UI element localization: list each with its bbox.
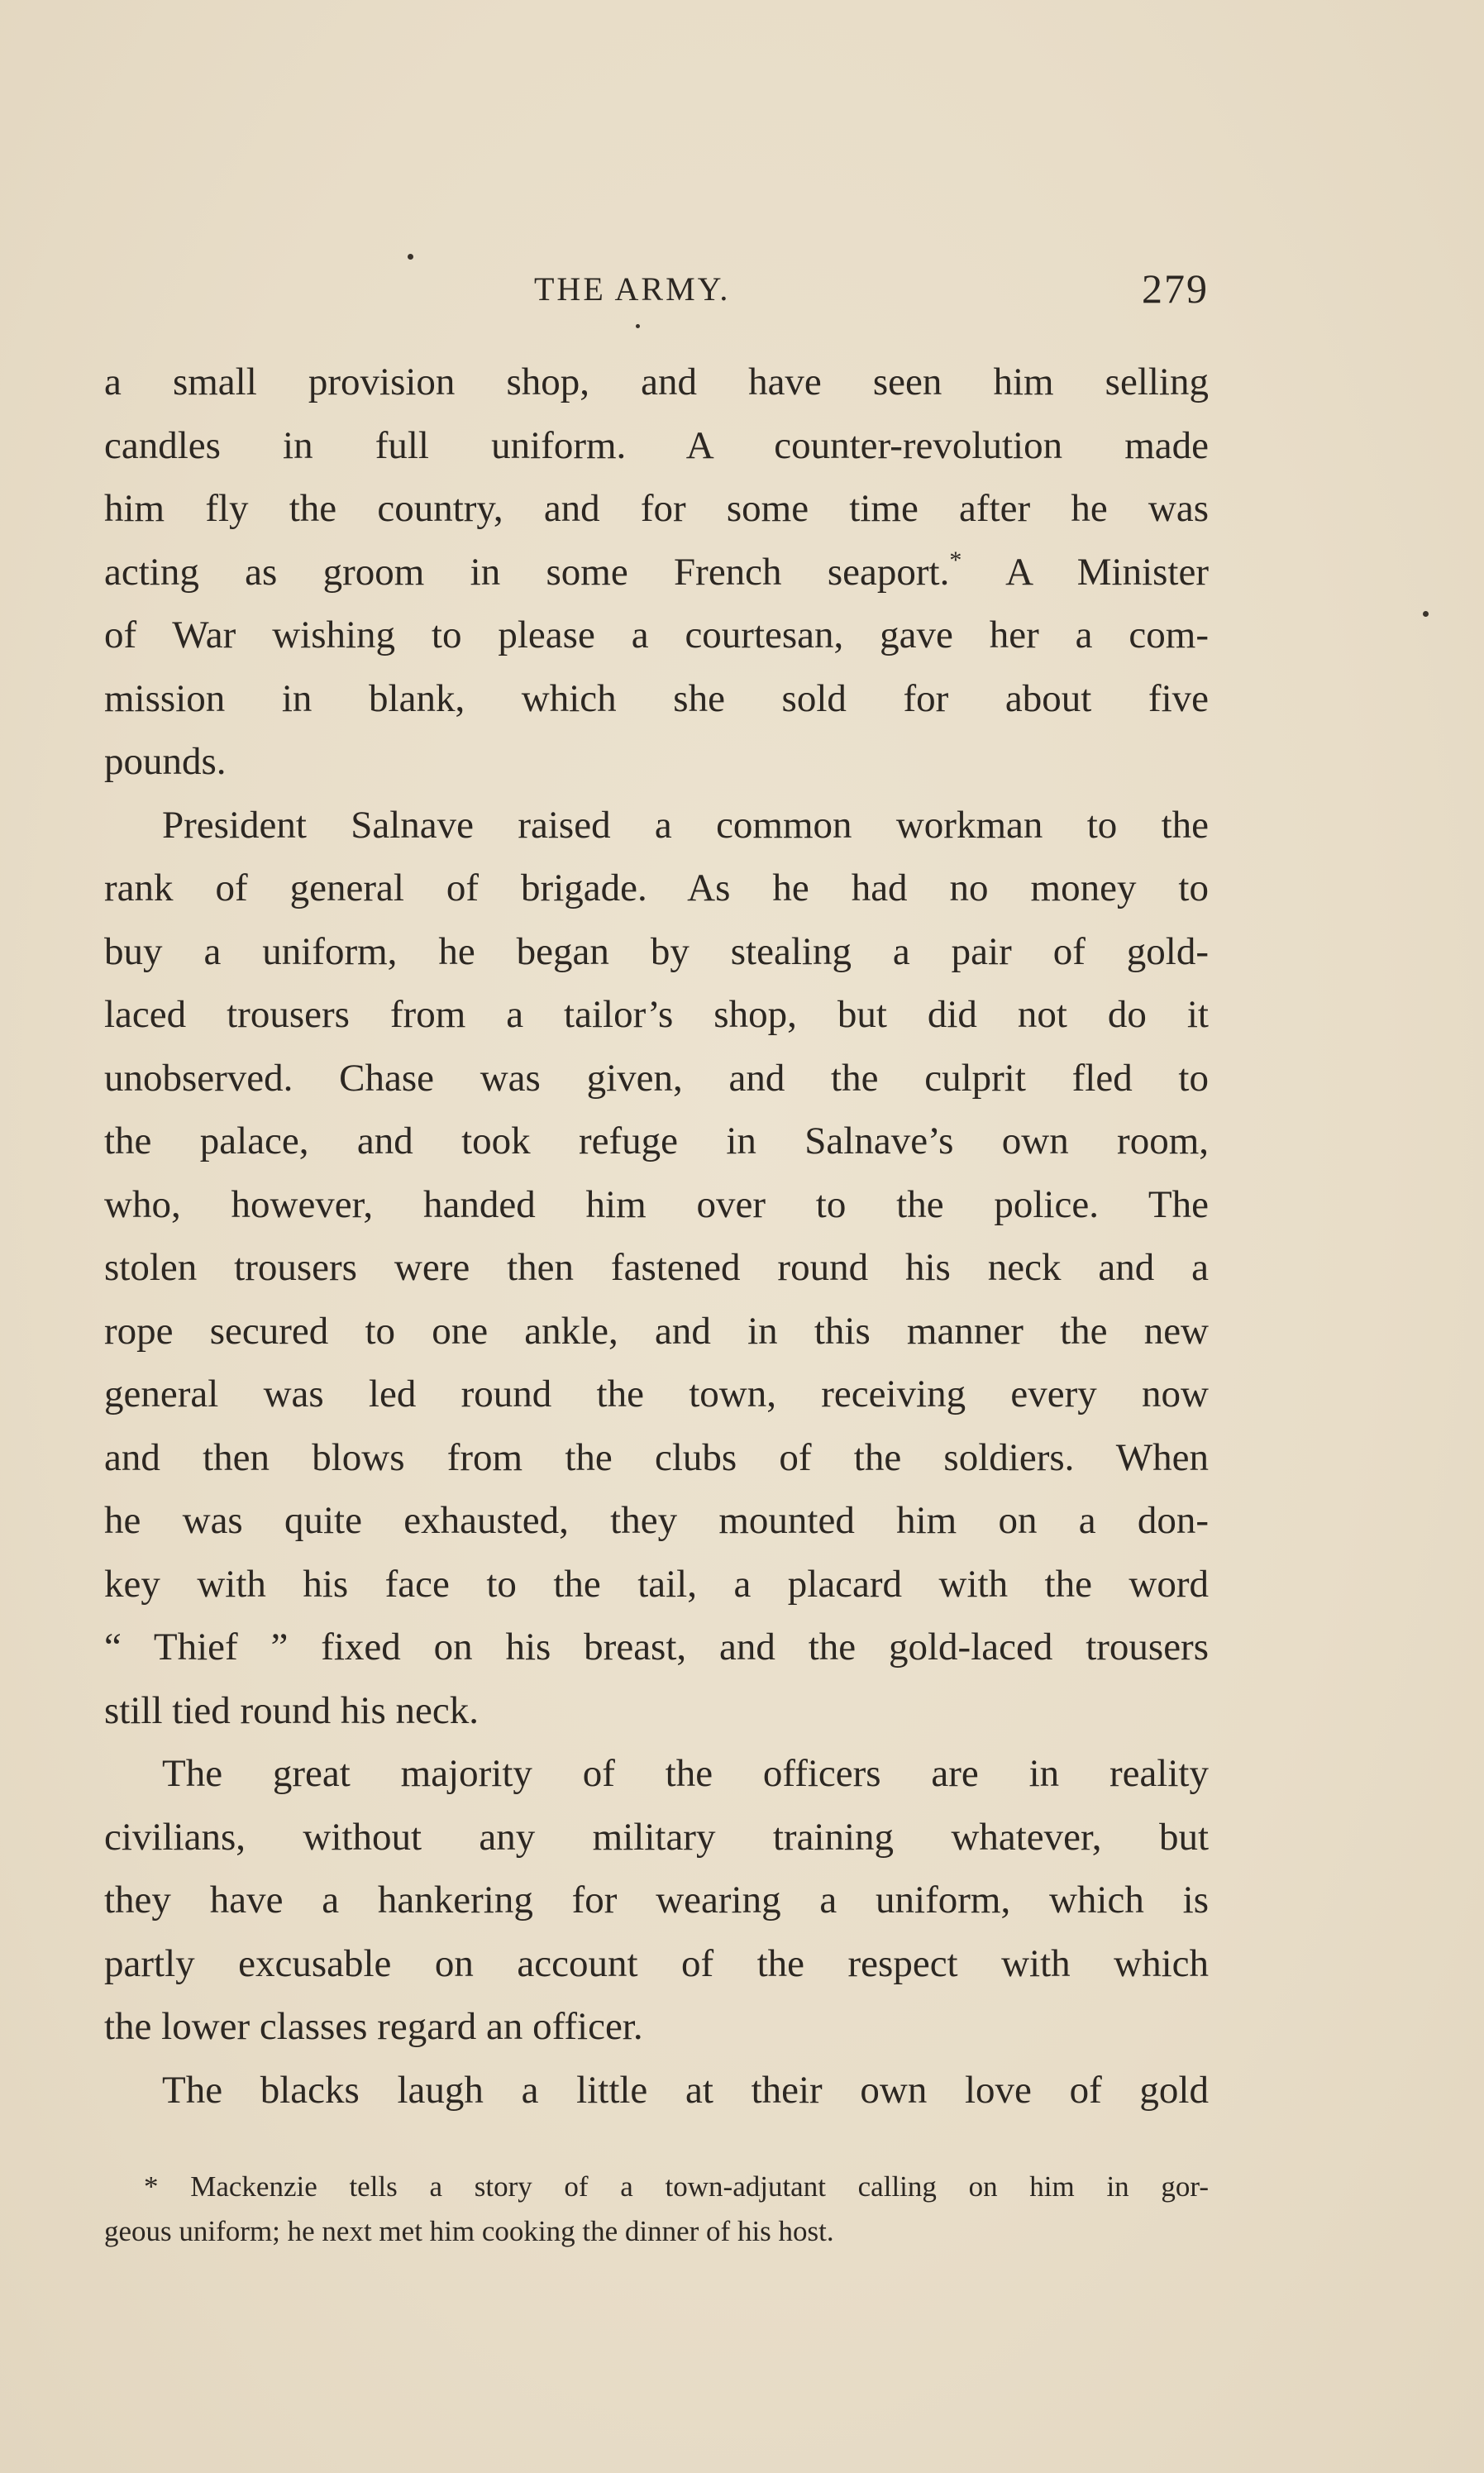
text-line: a small provision shop, and have seen him selling [104,360,1209,403]
text-line: President Salnave raised a common workman to the [162,803,1209,847]
text-line: still tied round his neck. [104,1688,479,1732]
text-line: The great majority of the officers are in reality [162,1752,1209,1795]
text-line: they have a hankering for wearing a uniform, which is [104,1879,1209,1922]
text-line: candles in full uniform. A counter-revolution made [104,423,1209,467]
text-line: civilians, without any military training whatever, but [104,1815,1209,1859]
text-line: unobserved. Chase was given, and the culprit fled to [104,1056,1209,1100]
footnote [104,2165,1209,2254]
text-line: he was quite exhausted, they mounted him on a don- [104,1499,1209,1542]
text-line: of War wishing to please a courtesan, gave her a com- [104,613,1209,656]
text-line: key with his face to the tail, a placard with the word [104,1562,1209,1606]
paragraph-4 [104,2059,1209,2122]
text-line: pounds. [104,740,227,783]
ink-speck [1423,611,1429,617]
text-line: who, however, handed him over to the police. The [104,1182,1209,1226]
text-fragment: acting as groom in some French seaport. [104,550,950,594]
paragraph-2 [104,794,1209,1743]
text-line: rope secured to one ankle, and in this manner the new [104,1309,1209,1353]
ink-speck [636,324,640,328]
footnote-line: geous uniform; he next met him cooking the dinner of his host. [104,2215,834,2247]
text-line: laced trousers from a tailor’s shop, but did not do it [104,993,1209,1036]
text-line: partly excusable on account of the respect with which [104,1941,1209,1985]
page-header [104,263,1209,313]
text-line: stolen trousers were then fastened round his neck and a [104,1246,1209,1289]
text-line: and then blows from the clubs of the soldiers. When [104,1435,1209,1479]
text-line: rank of general of brigade. As he had no money to [104,867,1209,909]
ink-speck [408,254,413,260]
text-fragment: A Minister [1005,550,1209,594]
page-number: 279 [1142,265,1209,312]
text-line: “ Thief ” fixed on his breast, and the gold-laced trousers [104,1626,1209,1669]
text-line: mission in blank, which she sold for about five [104,676,1209,720]
text-line: general was led round the town, receiving every now [104,1373,1209,1416]
footnote-marker: * [144,2170,159,2203]
footnote-text: Mackenzie tells a story of a town-adjutant calling on him in gor- [190,2170,1210,2203]
text-line: him fly the country, and for some time after he was [104,487,1209,530]
body-text [104,351,1209,2122]
text-line: the lower classes regard an officer. [104,2005,643,2048]
footnote-marker: * [949,546,962,574]
text-line: the palace, and took refuge in Salnave’s own room, [104,1120,1209,1163]
paragraph-1 [104,351,1209,794]
text-line: buy a uniform, he began by stealing a pair of gold- [104,929,1209,973]
footnote-line [104,2165,1209,2209]
text-line: The blacks laugh a little at their own love of gold [162,2068,1209,2112]
text-line-with-footnote-mark [104,541,1209,604]
paragraph-3 [104,1742,1209,2059]
running-head: THE ARMY. [534,270,731,308]
